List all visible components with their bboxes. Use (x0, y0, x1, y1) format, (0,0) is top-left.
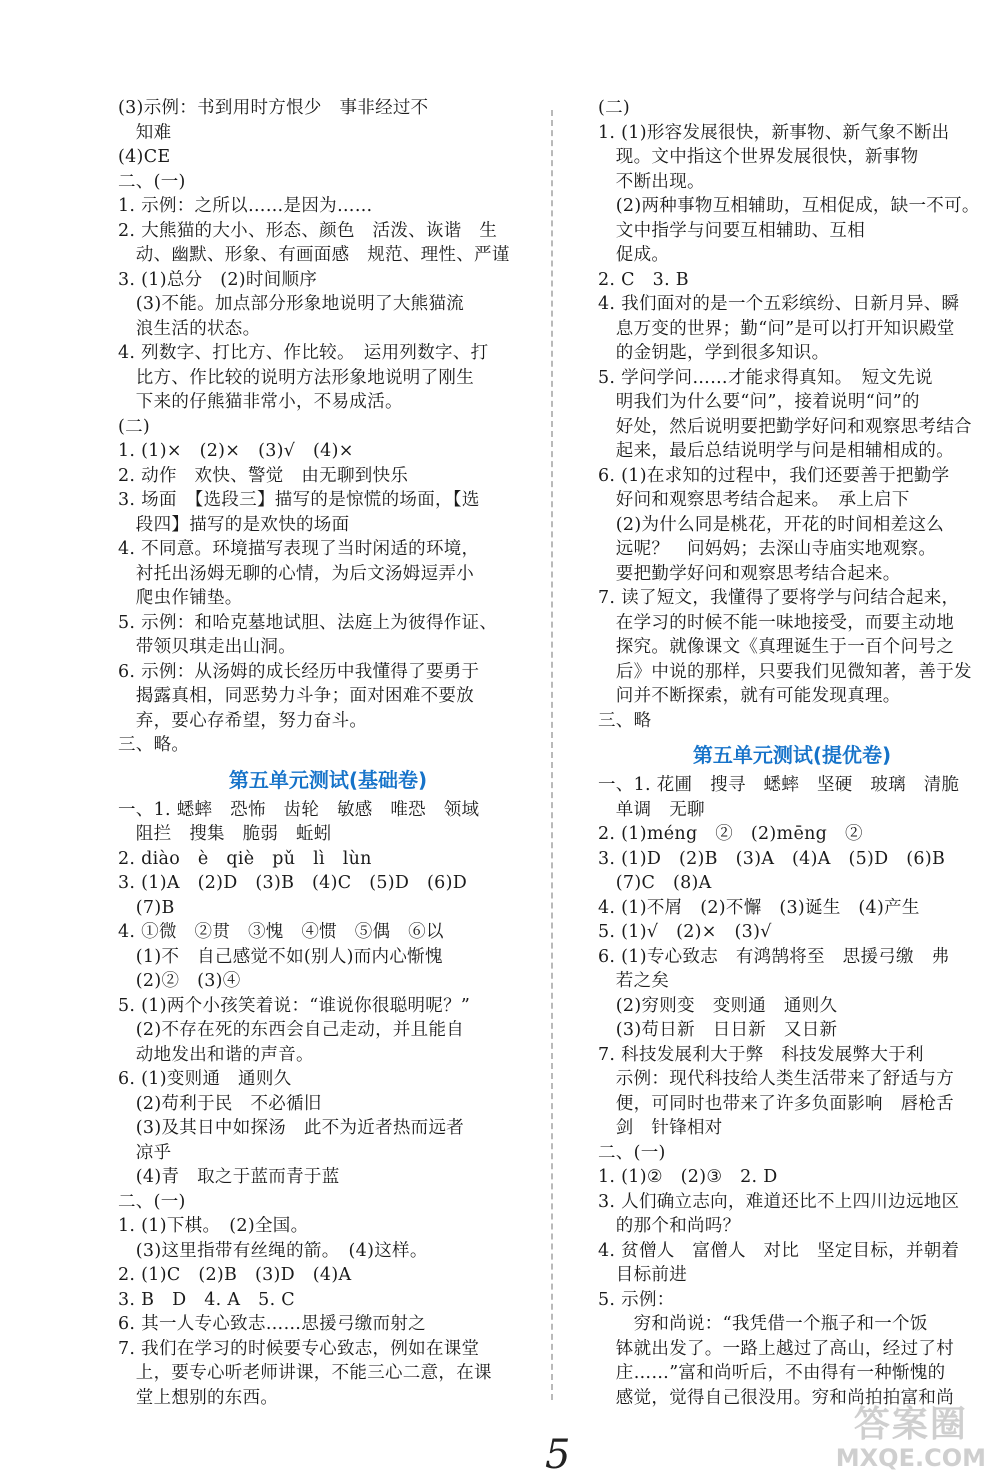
answer-line: 2. 动作 欢快、警觉 由无聊到快乐 (118, 465, 409, 486)
answer-line: 段四】描写的是欢快的场面 (118, 514, 350, 535)
watermark-line2: MXQE.COM (835, 1444, 986, 1472)
answer-line: 3. (1)D (2)B (3)A (4)A (5)D (6)B (598, 848, 946, 869)
answer-line: 4. 我们面对的是一个五彩缤纷、日新月异、瞬 (598, 294, 960, 314)
answer-line: 好问和观察思考结合起来。 承上启下 (598, 490, 910, 510)
answer-line: 比方、作比较的说明方法形象地说明了刚生 (118, 367, 474, 388)
answer-line: 远呢？ 问妈妈；去深山寺庙实地观察。 (598, 539, 937, 559)
answer-line: 动地发出和谐的声音。 (118, 1044, 314, 1065)
answer-line: 二、(一) (118, 171, 186, 192)
answer-line: 5. (1)两个小孩笑着说：“谁说你很聪明呢？” (118, 995, 471, 1016)
answer-line: 6. (1)变则通 通则久 (118, 1069, 292, 1089)
answer-line: 6. 示例：从汤姆的成长经历中我懂得了要勇于 (118, 661, 480, 682)
left-answers-bottom (118, 798, 538, 1411)
left-answers-top (118, 96, 538, 758)
answer-line: 衬托出汤姆无聊的心情，为后文汤姆逗弄小 (118, 563, 474, 584)
answer-line: (2)② (3)④ (118, 971, 241, 991)
answer-line: 4. 贫僧人 富僧人 对比 坚定目标，并朝着 (598, 1240, 960, 1261)
answer-line: 1. (1)下棋。 (2)全国。 (118, 1216, 309, 1236)
answer-line: 穷和尚说：“我凭借一个瓶子和一个饭 (598, 1314, 928, 1334)
answer-line: 3. B D 4. A 5. C (118, 1289, 295, 1310)
answer-line: 剑 针锋相对 (598, 1118, 723, 1138)
answer-line: 6. 其一人专心致志……思援弓缴而射之 (118, 1314, 426, 1334)
answer-line: (2)两种事物互相辅助，互相促成，缺一不可。 (598, 196, 980, 216)
answer-line: 钵就出发了。一路上越过了高山，经过了村 (598, 1338, 954, 1359)
answer-line: 1. (1)× (2)× (3)√ (4)× (118, 441, 354, 461)
answer-line: 现。文中指这个世界发展很快，新事物 (598, 147, 919, 167)
answer-line: 二、(一) (598, 1142, 666, 1163)
answer-line: 二、(一) (118, 1191, 186, 1212)
right-column (598, 96, 986, 1410)
answer-line: 息万变的世界；勤“问”是可以打开知识殿堂 (598, 318, 955, 339)
answer-line: 文中指学与问要互相辅助、互相 (598, 220, 865, 241)
answer-line: (3)及其日中如探汤 此不为近者热而远者 (118, 1118, 465, 1138)
answer-line: 1. 示例：之所以……是因为…… (118, 196, 373, 216)
answer-line: (3)这里指带有丝绳的箭。 (4)这样。 (118, 1240, 428, 1261)
answer-line: 6. (1)在求知的过程中，我们还要善于把勤学 (598, 465, 950, 486)
answer-line: 探究。就像课文《真理诞生于一百个问号之 (598, 637, 954, 657)
answer-line: 爬虫作铺垫。 (118, 588, 243, 608)
answer-line: 好处，然后说明要把勤学好问和观察思考结合 (598, 416, 972, 437)
answer-line: 弃，要心存希望，努力奋斗。 (118, 710, 368, 731)
answer-line: 凉乎 (118, 1142, 172, 1163)
answer-line: 4. 列数字、打比方、作比较。 运用列数字、打 (118, 343, 489, 363)
answer-line: (2)穷则变 变则通 通则久 (598, 995, 838, 1016)
answer-line: (3)不能。加点部分形象地说明了大熊猫流 (118, 294, 465, 314)
answer-line: 揭露真相，同恶势力斗争；面对困难不要放 (118, 686, 474, 706)
answer-line: 单调 无聊 (598, 799, 705, 820)
answer-line: 4. ①微 ②贯 ③愧 ④惯 ⑤偶 ⑥以 (118, 922, 444, 942)
answer-line: 6. (1)专心致志 有鸿鹄将至 思援弓缴 弗 (598, 946, 950, 967)
answer-line: 4. (1)不屑 (2)不懈 (3)诞生 (4)产生 (598, 897, 920, 918)
answer-line: 在学习的时候不能一味地接受，而要主动地 (598, 612, 954, 633)
left-column (118, 96, 538, 1410)
answer-line: 3. (1)总分 (2)时间顺序 (118, 269, 318, 290)
answer-line: (2)苟利于民 不必循旧 (118, 1093, 322, 1114)
answer-line: 庄……”富和尚听后，不由得有一种惭愧的 (598, 1363, 946, 1383)
answer-line: 堂上想别的东西。 (118, 1387, 279, 1408)
answer-line: (二) (598, 98, 631, 118)
answer-line: 5. 学问学问……才能求得真知。 短文先说 (598, 367, 933, 388)
answer-line: 要把勤学好问和观察思考结合起来。 (598, 563, 901, 584)
answer-line: (二) (118, 416, 151, 437)
answer-line: 4. 不同意。环境描写表现了当时闲适的环境， (118, 539, 480, 559)
answer-line: 2. C 3. B (598, 269, 689, 290)
answer-line: (2)为什么同是桃花，开花的时间相差这么 (598, 514, 945, 535)
right-answers-top (598, 96, 986, 733)
answer-line: 三、略 (598, 710, 652, 731)
answer-line: 一、1. 花圃 搜寻 蟋蟀 坚硬 玻璃 清脆 (598, 775, 960, 795)
answer-line: 不断出现。 (598, 171, 705, 192)
answer-line: 3. 场面 【选段三】描写的是惊慌的场面，【选 (118, 490, 480, 510)
answer-line: (7)C (8)A (598, 873, 712, 893)
answer-line: 明我们为什么要“问”，接着说明“问”的 (598, 392, 920, 412)
answer-line: 的金钥匙，学到很多知识。 (598, 343, 830, 363)
answer-line: 后》中说的那样，只要我们见微知著，善于发 (598, 661, 972, 682)
answer-line: 三、略。 (118, 735, 190, 755)
answer-line: 1. (1)② (2)③ 2. D (598, 1167, 778, 1187)
answer-line: 5. 示例： (598, 1289, 675, 1310)
answer-line: 阻拦 搜集 脆弱 蚯蚓 (118, 824, 332, 844)
answer-line: (2)不存在死的东西会自己走动，并且能自 (118, 1020, 465, 1040)
answer-line: 3. (1)A (2)D (3)B (4)C (5)D (6)D (118, 873, 468, 893)
answer-line: 动、幽默、形象、有画面感 规范、理性、严谨 (118, 245, 510, 265)
right-answers-bottom (598, 773, 986, 1410)
answer-line: 2. (1)méng ② (2)mēng ② (598, 824, 863, 844)
answer-line: 起来，最后总结说明学与问是相辅相成的。 (598, 441, 954, 461)
answer-line: 7. 科技发展利大于弊 科技发展弊大于利 (598, 1044, 924, 1065)
answer-line: 7. 我们在学习的时候要专心致志，例如在课堂 (118, 1338, 480, 1359)
answer-line: 5. (1)√ (2)× (3)√ (598, 922, 772, 942)
answer-line: 2. 大熊猫的大小、形态、颜色 活泼、诙谐 生 (118, 220, 498, 241)
answer-line: 若之矣 (598, 971, 670, 991)
answer-line: (3)苟日新 日日新 又日新 (598, 1020, 838, 1040)
answer-line: 带领贝琪走出山洞。 (118, 637, 296, 657)
answer-line: 上，要专心听老师讲课，不能三心二意，在课 (118, 1363, 492, 1383)
answer-line: 5. 示例：和哈克墓地试胆、法庭上为彼得作证、 (118, 612, 498, 633)
answer-line: 问并不断探索，就有可能发现真理。 (598, 686, 901, 706)
answer-line: 促成。 (598, 245, 670, 265)
answer-line: 2. (1)C (2)B (3)D (4)A (118, 1265, 352, 1285)
answer-line: 示例：现代科技给人类生活带来了舒适与方 (598, 1069, 954, 1089)
answer-line: (4)CE (118, 147, 171, 167)
watermark-logo (836, 1405, 986, 1471)
answer-line: 2. diào è qiè pǔ lì lùn (118, 848, 372, 869)
section-title-basic: 第五单元测试(基础卷) (228, 767, 428, 792)
section-title-advanced: 第五单元测试(提优卷) (692, 743, 892, 767)
answer-line: 7. 读了短文，我懂得了要将学与问结合起来， (598, 588, 960, 608)
answer-line: 的那个和尚吗？ (598, 1216, 741, 1236)
answer-line: (1)不 自己感觉不如(别人)而内心惭愧 (118, 946, 443, 967)
answer-line: (4)青 取之于蓝而青于蓝 (118, 1167, 340, 1187)
answer-line: 感觉，觉得自己很没用。穷和尚拍拍富和尚 (598, 1387, 954, 1408)
answer-line: (3)示例：书到用时方恨少 事非经过不 (118, 98, 429, 118)
answer-line: 知难 (118, 122, 172, 143)
answer-line: (7)B (118, 897, 175, 918)
answer-line: 下来的仔熊猫非常小，不易成活。 (118, 392, 403, 412)
answer-line: 目标前进 (598, 1265, 687, 1285)
answer-line: 1. (1)形容发展很快，新事物、新气象不断出 (598, 122, 950, 143)
answer-line: 浪生活的状态。 (118, 318, 261, 339)
page-number: 5 (545, 1432, 571, 1478)
answer-line: 便，可同时也带来了许多负面影响 唇枪舌 (598, 1093, 954, 1114)
watermark-line1: 答案圈 (853, 1404, 968, 1445)
column-divider (551, 110, 553, 1400)
answer-line: 3. 人们确立志向，难道还比不上四川边远地区 (598, 1191, 960, 1212)
answer-line: 一、1. 蟋蟀 恐怖 齿轮 敏感 唯恐 领域 (118, 799, 480, 820)
